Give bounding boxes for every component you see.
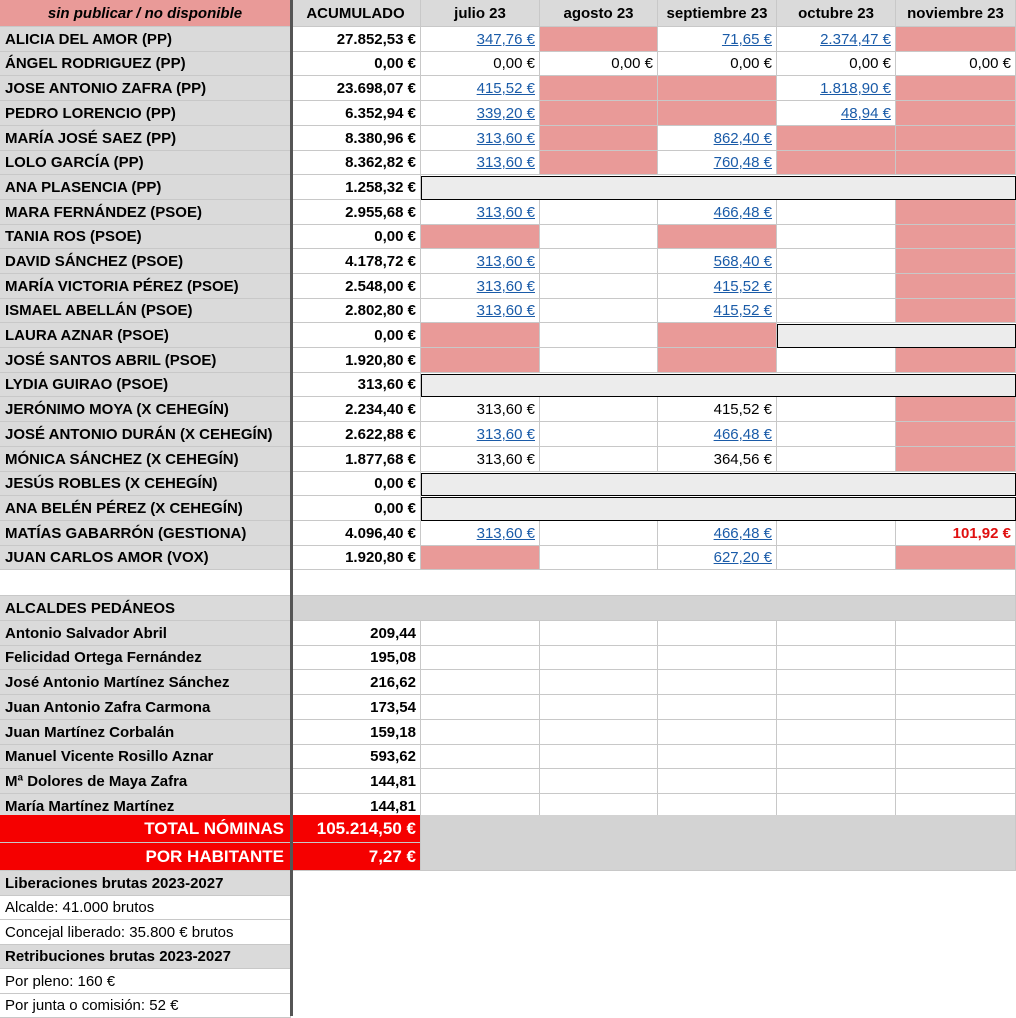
month-cell-link[interactable]: 313,60 € xyxy=(421,151,540,175)
month-cell-link[interactable]: 313,60 € xyxy=(421,422,540,447)
row-name[interactable]: MARÍA JOSÉ SAEZ (PP) xyxy=(0,126,291,151)
month-cell-unpublished xyxy=(896,101,1016,126)
month-cell-link[interactable]: 415,52 € xyxy=(421,76,540,101)
row-name[interactable]: ALICIA DEL AMOR (PP) xyxy=(0,27,291,52)
total-label: POR HABITANTE xyxy=(0,843,291,871)
row-accumulated: 1.877,68 € xyxy=(291,447,421,472)
month-cell-unpublished xyxy=(540,76,658,101)
notes-item: Por junta o comisión: 52 € xyxy=(0,994,291,1018)
month-cell xyxy=(777,397,896,422)
month-cell-unpublished xyxy=(540,27,658,52)
month-cell-unpublished xyxy=(896,422,1016,447)
month-cell xyxy=(540,521,658,546)
section-title-pedaneos: ALCALDES PEDÁNEOS xyxy=(0,596,291,621)
pedaneo-name[interactable]: Manuel Vicente Rosillo Aznar xyxy=(0,745,291,769)
month-cell-unpublished xyxy=(896,200,1016,225)
month-cell-link[interactable]: 466,48 € xyxy=(658,521,777,546)
empty-cell xyxy=(540,769,658,794)
empty-cell xyxy=(540,695,658,720)
month-cell: 0,00 € xyxy=(540,52,658,76)
column-header-month[interactable]: noviembre 23 xyxy=(896,0,1016,27)
empty-cell xyxy=(421,646,540,670)
month-cell xyxy=(777,422,896,447)
empty-cell xyxy=(658,621,777,646)
month-cell-unpublished xyxy=(777,151,896,175)
empty-cell xyxy=(777,695,896,720)
month-cell xyxy=(540,323,658,348)
month-cell: 0,00 € xyxy=(421,52,540,76)
month-cell: 0,00 € xyxy=(777,52,896,76)
empty-cell xyxy=(658,646,777,670)
empty-cell xyxy=(896,720,1016,745)
pedaneo-name[interactable]: Antonio Salvador Abril xyxy=(0,621,291,646)
row-no-data-span xyxy=(421,176,1016,200)
month-cell-unpublished xyxy=(540,101,658,126)
month-cell-link[interactable]: 313,60 € xyxy=(421,249,540,274)
row-name[interactable]: LAURA AZNAR (PSOE) xyxy=(0,323,291,348)
row-name[interactable]: MATÍAS GABARRÓN (GESTIONA) xyxy=(0,521,291,546)
row-no-data-span xyxy=(777,324,1016,348)
pedaneo-name[interactable]: Mª Dolores de Maya Zafra xyxy=(0,769,291,794)
pedaneo-name[interactable]: María Martínez Martínez xyxy=(0,794,291,819)
row-accumulated: 313,60 € xyxy=(291,373,421,397)
month-cell: 313,60 € xyxy=(421,397,540,422)
month-cell-link[interactable]: 48,94 € xyxy=(777,101,896,126)
empty-cell xyxy=(896,695,1016,720)
month-cell-link[interactable]: 313,60 € xyxy=(421,521,540,546)
row-name[interactable]: JERÓNIMO MOYA (X CEHEGÍN) xyxy=(0,397,291,422)
row-no-data-span xyxy=(421,374,1016,397)
month-cell xyxy=(777,348,896,373)
month-cell-unpublished xyxy=(896,299,1016,323)
pedaneo-total: 216,62 xyxy=(291,670,421,695)
month-cell-unpublished xyxy=(421,323,540,348)
row-name[interactable]: JESÚS ROBLES (X CEHEGÍN) xyxy=(0,472,291,496)
month-cell-unpublished xyxy=(658,76,777,101)
column-header-accumulated: ACUMULADO xyxy=(291,0,421,27)
month-cell-unpublished xyxy=(896,397,1016,422)
pedaneo-name[interactable]: Felicidad Ortega Fernández xyxy=(0,646,291,670)
row-name[interactable]: MARA FERNÁNDEZ (PSOE) xyxy=(0,200,291,225)
empty-cell xyxy=(658,695,777,720)
month-cell-link[interactable]: 627,20 € xyxy=(658,546,777,570)
empty-cell xyxy=(777,646,896,670)
month-cell-unpublished xyxy=(896,348,1016,373)
pedaneo-total: 159,18 xyxy=(291,720,421,745)
month-cell: 364,56 € xyxy=(658,447,777,472)
month-cell: 0,00 € xyxy=(658,52,777,76)
row-name[interactable]: ANA BELÉN PÉREZ (X CEHEGÍN) xyxy=(0,496,291,521)
month-cell xyxy=(540,348,658,373)
total-value: 105.214,50 € xyxy=(291,815,421,843)
month-cell xyxy=(540,225,658,249)
column-header-month[interactable]: agosto 23 xyxy=(540,0,658,27)
month-cell xyxy=(777,200,896,225)
notes-item: Alcalde: 41.000 brutos xyxy=(0,896,291,920)
empty-cell xyxy=(777,720,896,745)
empty-cell xyxy=(896,646,1016,670)
month-cell-unpublished xyxy=(896,249,1016,274)
month-cell xyxy=(777,299,896,323)
row-accumulated: 4.178,72 € xyxy=(291,249,421,274)
month-cell: 0,00 € xyxy=(896,52,1016,76)
empty-cell xyxy=(658,769,777,794)
month-cell-link[interactable]: 347,76 € xyxy=(421,27,540,52)
row-no-data-span xyxy=(421,473,1016,496)
month-cell-unpublished xyxy=(896,76,1016,101)
pedaneo-total: 144,81 xyxy=(291,794,421,819)
pedaneo-name[interactable]: Juan Martínez Corbalán xyxy=(0,720,291,745)
row-accumulated: 2.548,00 € xyxy=(291,274,421,299)
row-accumulated: 1.258,32 € xyxy=(291,175,421,200)
month-cell-unpublished xyxy=(896,274,1016,299)
row-accumulated: 0,00 € xyxy=(291,52,421,76)
month-cell-link[interactable]: 415,52 € xyxy=(658,274,777,299)
pedaneo-total: 593,62 xyxy=(291,745,421,769)
empty-cell xyxy=(777,745,896,769)
month-cell xyxy=(777,225,896,249)
empty-cell xyxy=(540,646,658,670)
row-accumulated: 2.622,88 € xyxy=(291,422,421,447)
month-cell-link[interactable]: 313,60 € xyxy=(421,126,540,151)
row-name[interactable]: JOSE ANTONIO ZAFRA (PP) xyxy=(0,76,291,101)
frozen-column-divider[interactable] xyxy=(290,0,293,1016)
row-accumulated: 4.096,40 € xyxy=(291,521,421,546)
month-cell-link[interactable]: 313,60 € xyxy=(421,200,540,225)
month-cell: 415,52 € xyxy=(658,397,777,422)
row-no-data-span xyxy=(421,497,1016,521)
month-cell-link[interactable]: 862,40 € xyxy=(658,126,777,151)
month-cell xyxy=(540,274,658,299)
empty-cell xyxy=(658,745,777,769)
month-cell xyxy=(540,249,658,274)
empty-cell xyxy=(896,745,1016,769)
row-name[interactable]: LYDIA GUIRAO (PSOE) xyxy=(0,373,291,397)
pedaneo-total: 195,08 xyxy=(291,646,421,670)
row-name[interactable]: MARÍA VICTORIA PÉREZ (PSOE) xyxy=(0,274,291,299)
month-cell-link[interactable]: 466,48 € xyxy=(658,200,777,225)
column-header-month[interactable]: octubre 23 xyxy=(777,0,896,27)
month-cell: 101,92 € xyxy=(896,521,1016,546)
row-accumulated: 8.362,82 € xyxy=(291,151,421,175)
empty-cell xyxy=(896,769,1016,794)
row-accumulated: 0,00 € xyxy=(291,472,421,496)
month-cell-link[interactable]: 568,40 € xyxy=(658,249,777,274)
row-accumulated: 27.852,53 € xyxy=(291,27,421,52)
month-cell-unpublished xyxy=(421,546,540,570)
row-name[interactable]: MÓNICA SÁNCHEZ (X CEHEGÍN) xyxy=(0,447,291,472)
row-name[interactable]: JUAN CARLOS AMOR (VOX) xyxy=(0,546,291,570)
empty-cell xyxy=(540,745,658,769)
empty-cell xyxy=(896,621,1016,646)
row-accumulated: 2.234,40 € xyxy=(291,397,421,422)
column-header-month[interactable]: septiembre 23 xyxy=(658,0,777,27)
pedaneo-total: 144,81 xyxy=(291,769,421,794)
row-name[interactable]: JOSÉ ANTONIO DURÁN (X CEHEGÍN) xyxy=(0,422,291,447)
month-cell-unpublished xyxy=(658,323,777,348)
row-accumulated: 0,00 € xyxy=(291,496,421,521)
row-accumulated: 1.920,80 € xyxy=(291,348,421,373)
row-name[interactable]: ÁNGEL RODRIGUEZ (PP) xyxy=(0,52,291,76)
notes-item: Por pleno: 160 € xyxy=(0,969,291,994)
month-cell-unpublished xyxy=(658,101,777,126)
row-name[interactable]: TANIA ROS (PSOE) xyxy=(0,225,291,249)
month-cell-unpublished xyxy=(896,151,1016,175)
empty-cell xyxy=(777,621,896,646)
section-band xyxy=(291,596,1016,621)
month-cell-link[interactable]: 2.374,47 € xyxy=(777,27,896,52)
month-cell-unpublished xyxy=(540,151,658,175)
row-name[interactable]: PEDRO LORENCIO (PP) xyxy=(0,101,291,126)
month-cell-unpublished xyxy=(421,348,540,373)
notes-heading: Retribuciones brutas 2023-2027 xyxy=(0,945,291,969)
total-label: TOTAL NÓMINAS xyxy=(0,815,291,843)
month-cell-unpublished xyxy=(896,126,1016,151)
pedaneo-total: 209,44 xyxy=(291,621,421,646)
month-cell-unpublished xyxy=(896,225,1016,249)
legend-unpublished: sin publicar / no disponible xyxy=(0,0,291,27)
month-cell xyxy=(777,249,896,274)
month-cell-unpublished xyxy=(658,225,777,249)
pedaneo-name[interactable]: José Antonio Martínez Sánchez xyxy=(0,670,291,695)
empty-cell xyxy=(777,670,896,695)
spacer-row xyxy=(0,570,291,596)
month-cell-unpublished xyxy=(421,225,540,249)
pedaneo-total: 173,54 xyxy=(291,695,421,720)
empty-cell xyxy=(540,670,658,695)
month-cell xyxy=(540,447,658,472)
month-cell-unpublished xyxy=(540,126,658,151)
month-cell-link[interactable]: 760,48 € xyxy=(658,151,777,175)
month-cell xyxy=(540,546,658,570)
empty-cell xyxy=(777,769,896,794)
notes-heading: Liberaciones brutas 2023-2027 xyxy=(0,871,291,896)
row-accumulated: 6.352,94 € xyxy=(291,101,421,126)
month-cell-unpublished xyxy=(777,126,896,151)
row-accumulated: 23.698,07 € xyxy=(291,76,421,101)
row-accumulated: 1.920,80 € xyxy=(291,546,421,570)
month-cell-link[interactable]: 1.818,90 € xyxy=(777,76,896,101)
month-cell xyxy=(540,422,658,447)
month-cell xyxy=(777,447,896,472)
column-header-month[interactable]: julio 23 xyxy=(421,0,540,27)
month-cell-link[interactable]: 313,60 € xyxy=(421,274,540,299)
month-cell-link[interactable]: 313,60 € xyxy=(421,299,540,323)
month-cell-link[interactable]: 339,20 € xyxy=(421,101,540,126)
month-cell xyxy=(540,299,658,323)
empty-cell xyxy=(421,695,540,720)
row-accumulated: 2.955,68 € xyxy=(291,200,421,225)
row-accumulated: 8.380,96 € xyxy=(291,126,421,151)
month-cell: 313,60 € xyxy=(421,447,540,472)
row-name[interactable]: DAVID SÁNCHEZ (PSOE) xyxy=(0,249,291,274)
empty-cell xyxy=(658,670,777,695)
row-accumulated: 2.802,80 € xyxy=(291,299,421,323)
month-cell-unpublished xyxy=(658,348,777,373)
empty-cell xyxy=(540,720,658,745)
row-accumulated: 0,00 € xyxy=(291,323,421,348)
month-cell-link[interactable]: 415,52 € xyxy=(658,299,777,323)
month-cell-link[interactable]: 466,48 € xyxy=(658,422,777,447)
empty-cell xyxy=(896,670,1016,695)
spacer-row xyxy=(291,570,1016,596)
pedaneo-name[interactable]: Juan Antonio Zafra Carmona xyxy=(0,695,291,720)
empty-cell xyxy=(421,670,540,695)
row-name[interactable]: ANA PLASENCIA (PP) xyxy=(0,175,291,200)
month-cell xyxy=(540,397,658,422)
month-cell-unpublished xyxy=(896,27,1016,52)
month-cell xyxy=(540,200,658,225)
month-cell xyxy=(777,521,896,546)
row-name[interactable]: JOSÉ SANTOS ABRIL (PSOE) xyxy=(0,348,291,373)
empty-cell xyxy=(658,720,777,745)
empty-cell xyxy=(421,769,540,794)
row-name[interactable]: ISMAEL ABELLÁN (PSOE) xyxy=(0,299,291,323)
month-cell xyxy=(777,274,896,299)
month-cell-unpublished xyxy=(896,546,1016,570)
empty-cell xyxy=(421,745,540,769)
month-cell-unpublished xyxy=(896,447,1016,472)
totals-band xyxy=(421,815,1016,871)
month-cell xyxy=(777,546,896,570)
month-cell-link[interactable]: 71,65 € xyxy=(658,27,777,52)
total-value: 7,27 € xyxy=(291,843,421,871)
empty-cell xyxy=(540,621,658,646)
empty-cell xyxy=(421,720,540,745)
row-accumulated: 0,00 € xyxy=(291,225,421,249)
row-name[interactable]: LOLO GARCÍA (PP) xyxy=(0,151,291,175)
empty-cell xyxy=(421,621,540,646)
notes-item: Concejal liberado: 35.800 € brutos xyxy=(0,920,291,945)
